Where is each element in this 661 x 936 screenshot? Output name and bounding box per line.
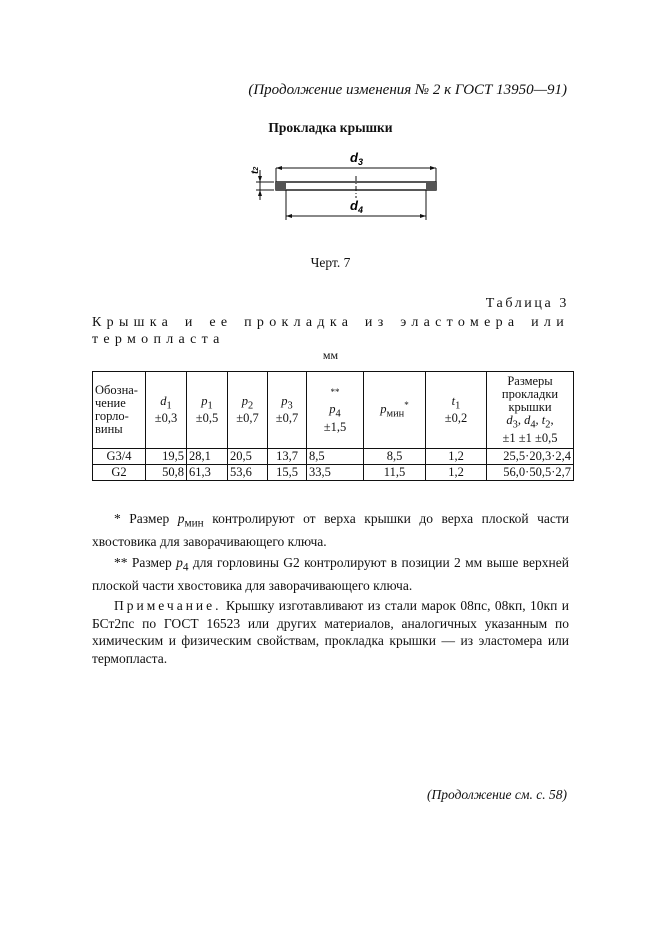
table-cell: 25,5·20,3·2,4 xyxy=(487,449,574,465)
table-cell: 15,5 xyxy=(268,465,307,481)
page-continuation-header: (Продолжение изменения № 2 к ГОСТ 13950—91) xyxy=(248,82,567,98)
table-cell: 8,5 xyxy=(307,449,364,465)
table-cell: 8,5 xyxy=(364,449,426,465)
dimensions-table xyxy=(92,371,574,481)
header-p2: $p_2$ ±0,7 xyxy=(228,372,268,449)
gasket-drawing xyxy=(248,148,448,228)
table-cell: 28,1 xyxy=(187,449,228,465)
figure-label: Черт. 7 xyxy=(310,255,351,270)
dim-t2-label: t2 xyxy=(250,166,261,174)
table-row xyxy=(93,449,574,465)
header-gasket-sizes: Размеры прокладки крышки $d_3$, $d_4$, $t_2$, ±1 ±1 ±0,5 xyxy=(487,372,574,449)
header-t1: $t_1$ ±0,2 xyxy=(426,372,487,449)
table-cell: 20,5 xyxy=(228,449,268,465)
table-cell: 1,2 xyxy=(426,449,487,465)
table-title: Крышка и ее прокладка из эластомера или термопласта xyxy=(92,315,569,347)
table-cell: 56,0·50,5·2,7 xyxy=(487,465,574,481)
table-cell: 13,7 xyxy=(268,449,307,465)
header-p1: $p_1$ ±0,5 xyxy=(187,372,228,449)
table-cell: 19,5 xyxy=(146,449,187,465)
table-number: Таблица 3 xyxy=(485,296,569,311)
footnote-p4: ** Размер $p_4$ для горловины G2 контролируют в позиции 2 мм выше верхней плоской части хвостовика для заворачивающего ключа. xyxy=(92,554,569,593)
header-d1: $d_1$ ±0,3 xyxy=(146,372,187,449)
table-header-row xyxy=(93,372,574,449)
dim-d4-label: $d_4$ xyxy=(350,198,363,215)
table-cell: 61,3 xyxy=(187,465,228,481)
table-cell: G2 xyxy=(93,465,146,481)
page-continuation-footer: (Продолжение см. с. 58) xyxy=(427,787,567,802)
table-cell: 50,8 xyxy=(146,465,187,481)
table-cell: 1,2 xyxy=(426,465,487,481)
table-row xyxy=(93,465,574,481)
table-cell: 53,6 xyxy=(228,465,268,481)
header-p3: $p_3$ ±0,7 xyxy=(268,372,307,449)
section-title: Прокладка крышки xyxy=(268,120,393,135)
table-cell: 33,5 xyxy=(307,465,364,481)
table-cell: 11,5 xyxy=(364,465,426,481)
table-notes xyxy=(92,510,569,670)
header-designation: Обозна-чение горло-вины xyxy=(93,372,146,449)
header-p4: ** $p_4$ ±1,5 xyxy=(307,372,364,449)
note-material: Примечание. Крышку изготавливают из стали марок 08пс, 08кп, 10кп и БСт2пс по ГОСТ 16523 или других материалов, аналогичных указанным по химическим и физическим свойствам, прокладка крышки — из эластомера или термопласта. xyxy=(92,598,569,666)
header-pmin: $p_{мин}^*$ xyxy=(364,372,426,449)
table-unit: мм xyxy=(322,348,339,362)
table-cell: G3/4 xyxy=(93,449,146,465)
dim-d3-label: $d_3$ xyxy=(350,150,363,167)
footnote-pmin: * Размер $p_{мин}$ контролируют от верха крышки до верха плоской части хвостовика для заворачивающего ключа. xyxy=(92,511,569,550)
